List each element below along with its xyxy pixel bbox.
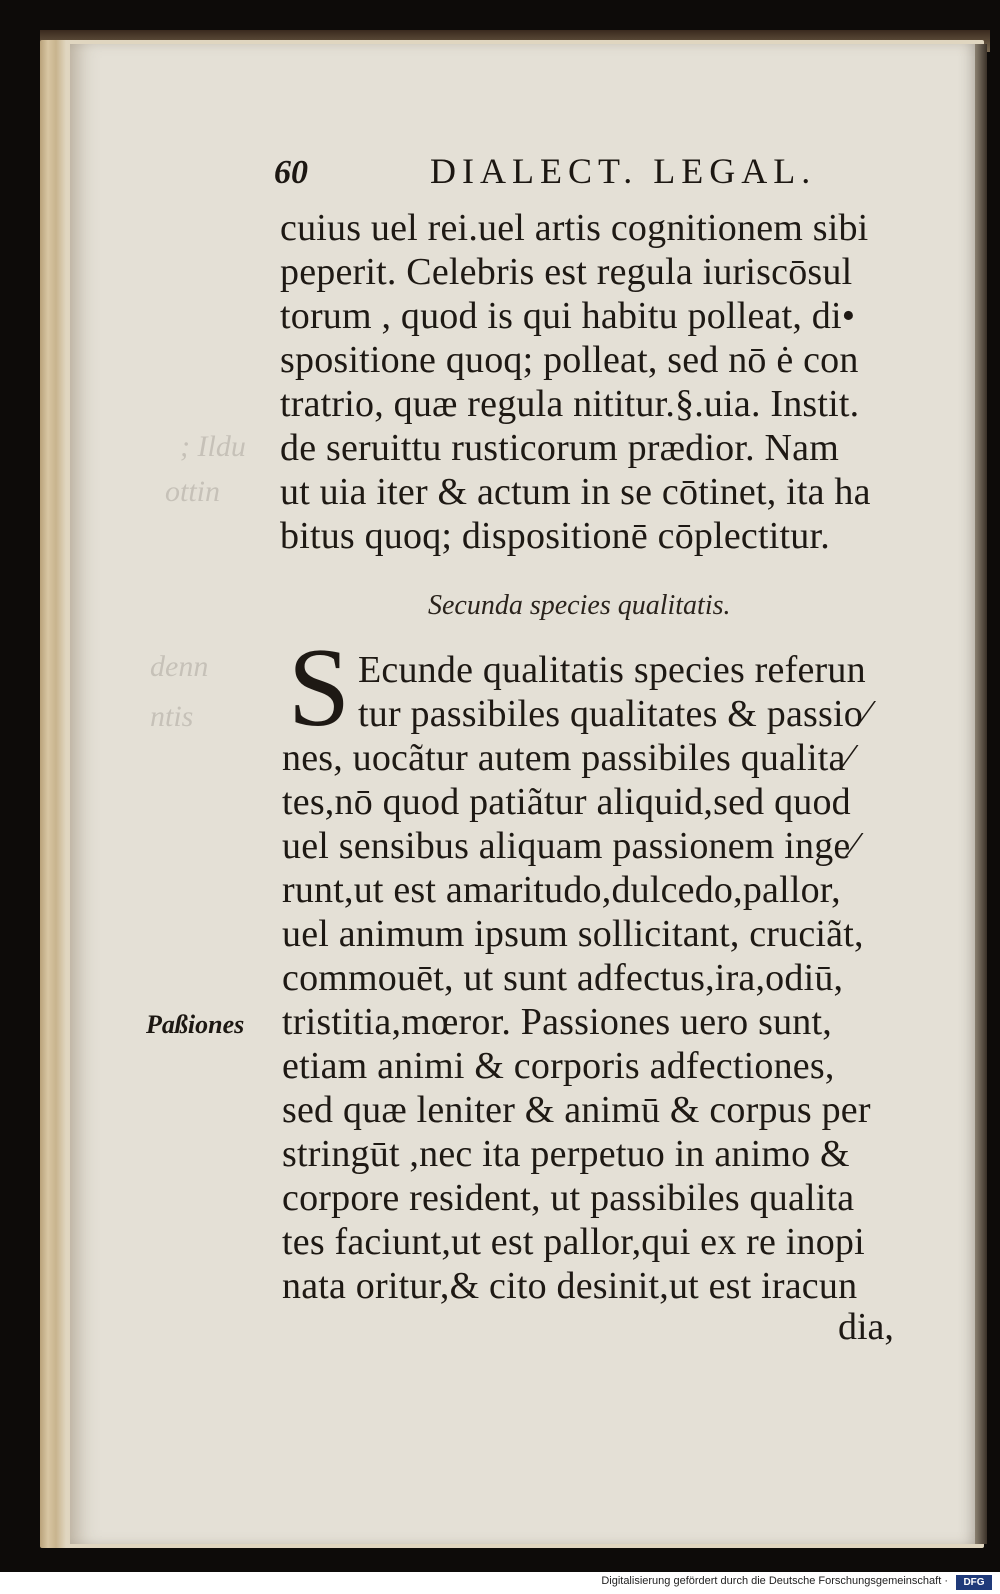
dfg-logo: DFG [956, 1575, 992, 1590]
text-line: stringūt ,nec ita perpetuo in animo & [282, 1133, 850, 1175]
text-line: tratrio, quæ regula nititur.§.uia. Instit. [280, 383, 860, 425]
text-line: uel sensibus aliquam passionem inge⁄ [282, 825, 858, 867]
footer-credit: Digitalisierung gefördert durch die Deutsche Forschungsgemeinschaft · [601, 1575, 948, 1587]
text-line: commouēt, ut sunt adfectus,ira,odiū, [282, 957, 844, 999]
drop-cap-initial: S [287, 626, 351, 750]
text-line: tristitia,mœror. Passiones uero sunt, [282, 1001, 832, 1043]
text-line: sed quæ leniter & animū & corpus per [282, 1089, 871, 1131]
text-line: tes,nō quod patiãtur aliquid,sed quod [282, 781, 851, 823]
text-line: corpore resident, ut passibiles qualita [282, 1177, 855, 1219]
text-line: cuius uel rei.uel artis cognitionem sibi [280, 207, 869, 249]
text-line: Ecunde qualitatis species referun [358, 649, 866, 691]
text-line: runt,ut est amaritudo,dulcedo,pallor, [282, 869, 841, 911]
digitization-footer [0, 1572, 1000, 1594]
text-line: nata oritur,& cito desinit,ut est iracun [282, 1265, 858, 1307]
text-line: bitus quoq; dispositionē cōplectitur. [280, 515, 830, 557]
paragraph-2 [282, 648, 942, 1308]
running-title: DIALECT. LEGAL. [430, 151, 817, 191]
text-line: spositione quoq; polleat, sed nō ė con [280, 339, 859, 381]
paragraph-1 [280, 206, 940, 558]
text-line: tes faciunt,ut est pallor,qui ex re inopi [282, 1221, 865, 1263]
text-line: de seruittu rusticorum prædior. Nam [280, 427, 839, 469]
show-through: denn [150, 650, 209, 683]
text-line: uel animum ipsum sollicitant, cruciãt, [282, 913, 864, 955]
show-through: ntis [150, 700, 194, 733]
running-head [270, 150, 830, 200]
text-line: nes, uocãtur autem passibiles qualita⁄ [282, 737, 853, 779]
page-right-edge [975, 44, 987, 1544]
show-through: ; Ildu [180, 430, 246, 463]
text-line: tur passibiles qualitates & passio⁄ [358, 693, 870, 735]
show-through: ottin [165, 475, 221, 508]
text-line: ut uia iter & actum in se cōtinet, ita ha [280, 471, 871, 513]
marginal-note: Paßiones [146, 1010, 245, 1039]
page-number: 60 [274, 154, 308, 191]
text-line: etiam animi & corporis adfectiones, [282, 1045, 835, 1087]
text-line: peperit. Celebris est regula iuriscōsul [280, 251, 853, 293]
section-heading: Secunda species qualitatis. [428, 590, 731, 621]
text-line: torum , quod is qui habitu polleat, di• [280, 295, 856, 337]
catchword: dia, [838, 1306, 894, 1348]
